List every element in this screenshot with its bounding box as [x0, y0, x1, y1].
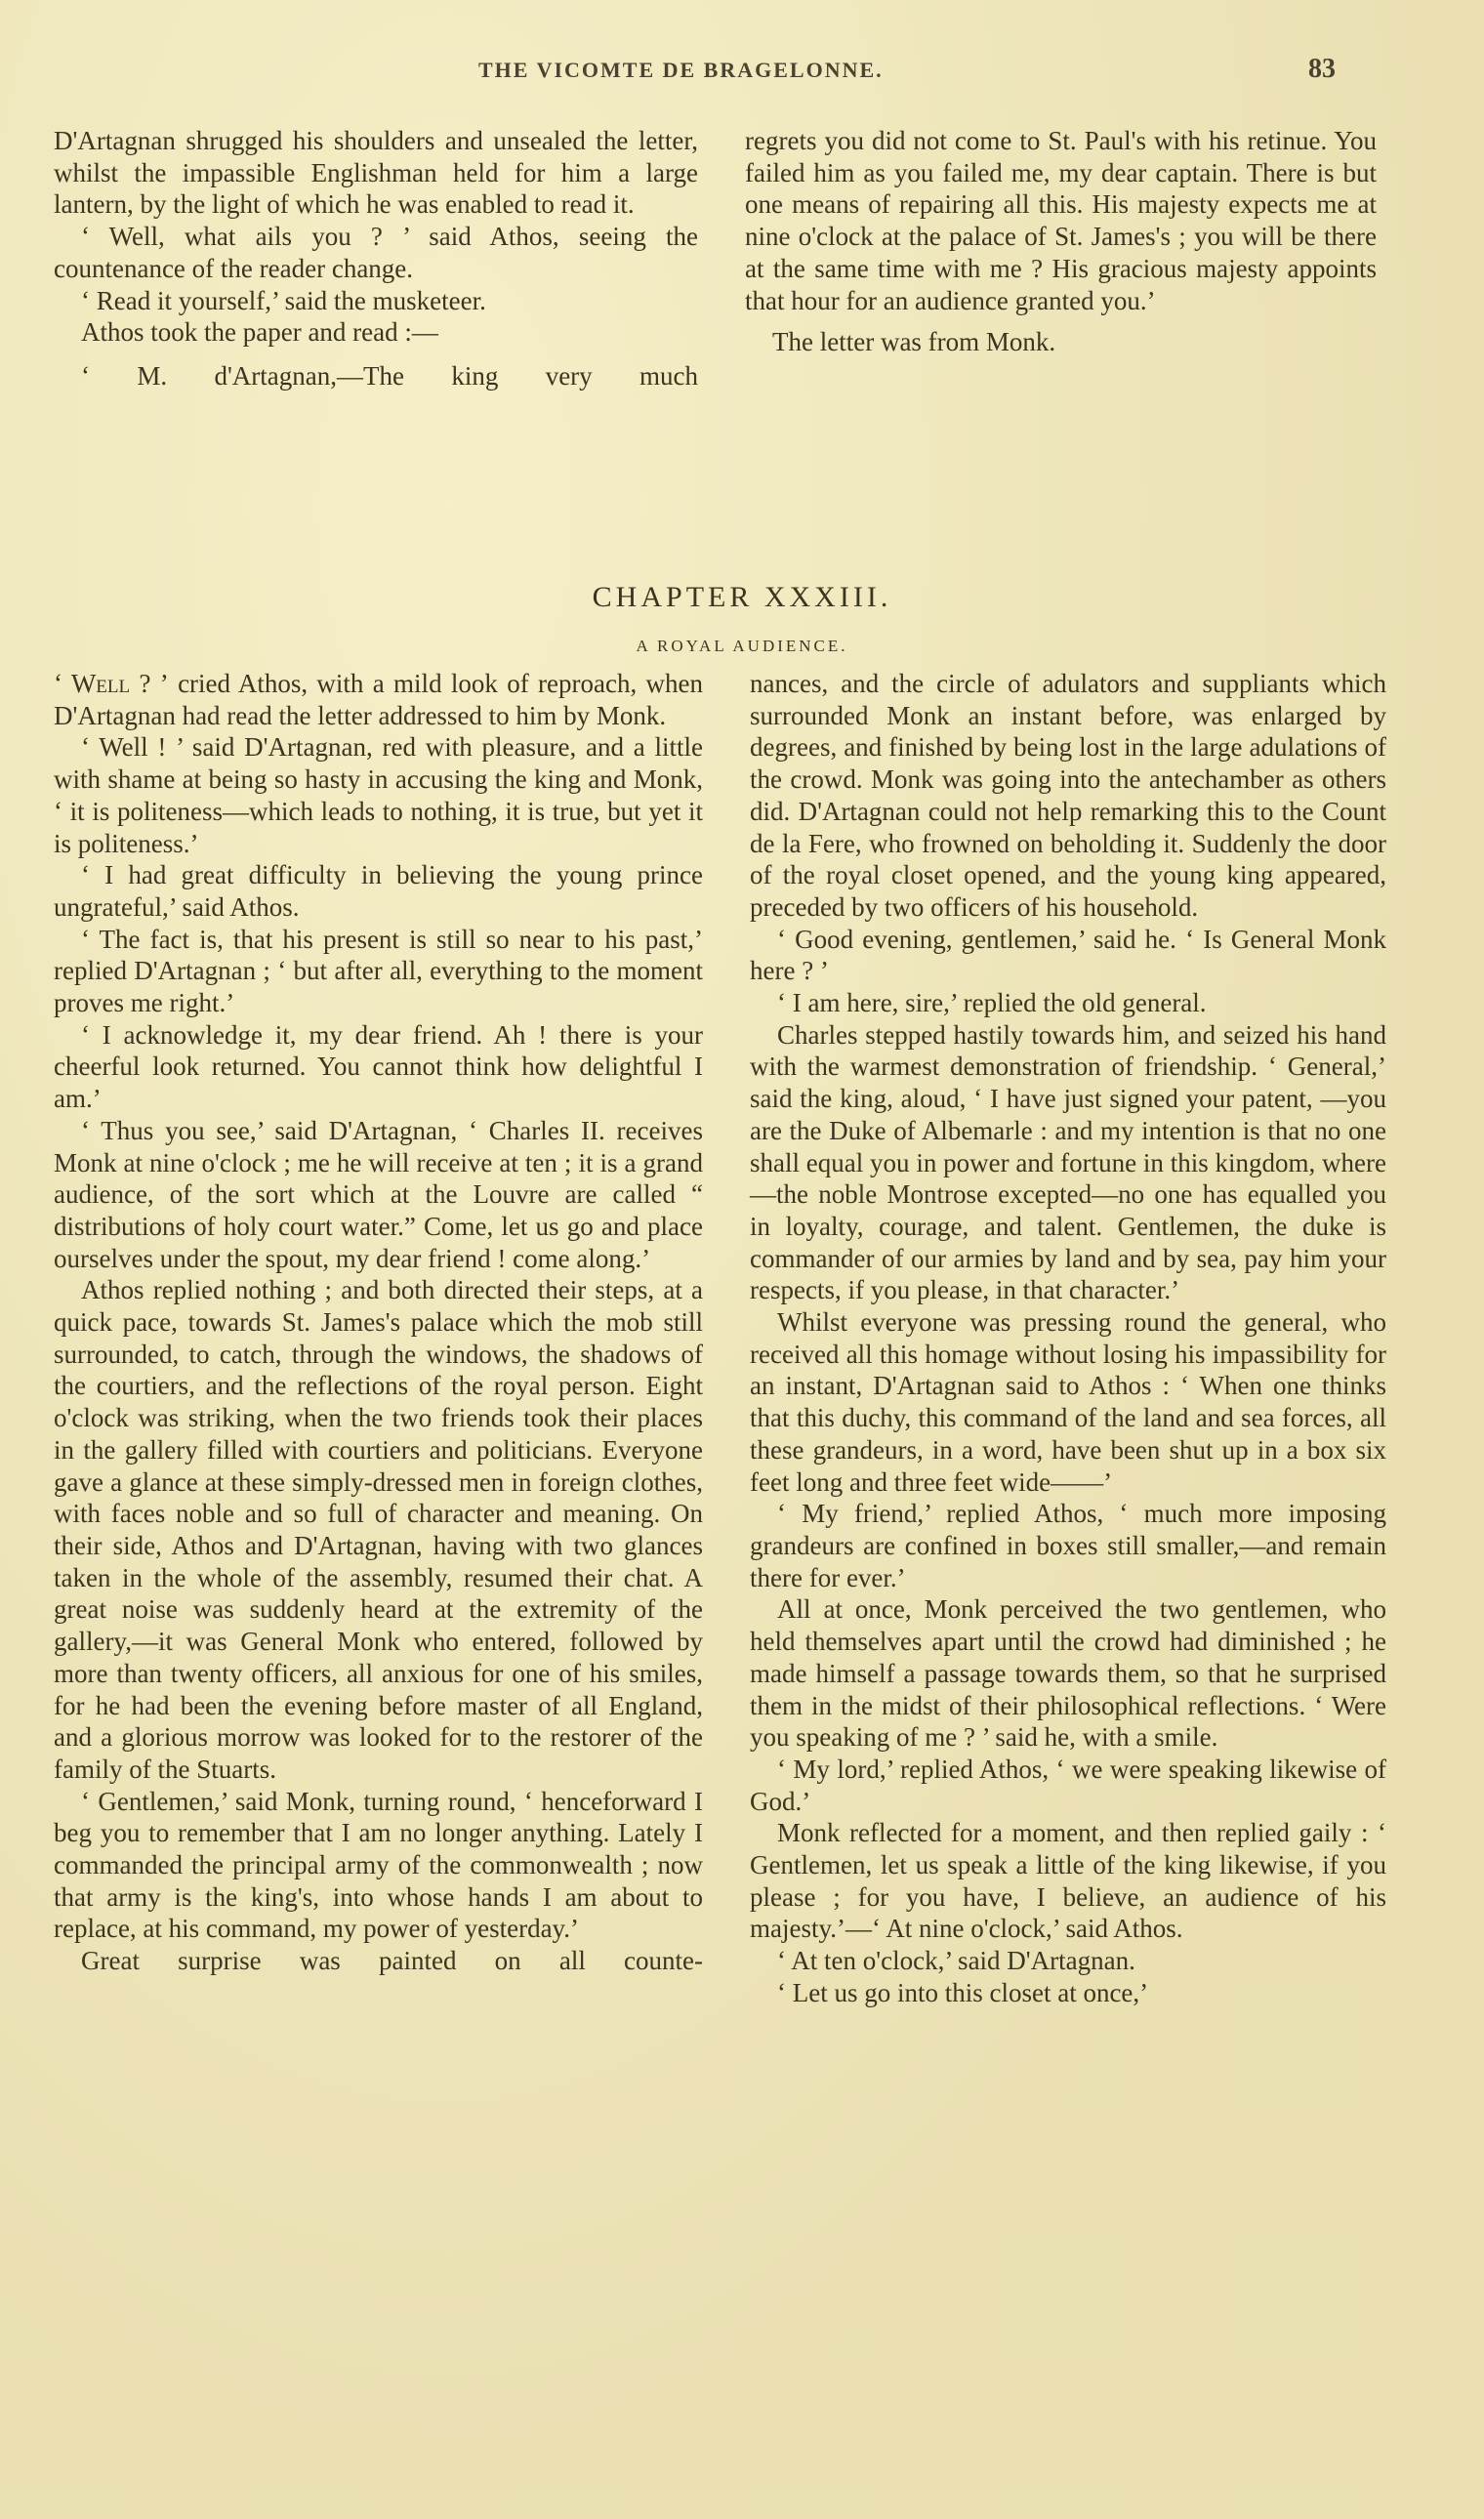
paragraph: regrets you did not come to St. Paul's with his retinue. You failed him as you failed me, my dear captain. There is but one means of repairing all this. His majesty expects me at nine o'clock at the palace of St. James's ; you will be there at the same time with me ? His gracious majesty appoints that hour for an audience granted you.’ — [745, 126, 1377, 315]
chapter-subtitle: A ROYAL AUDIENCE. — [636, 637, 848, 655]
paragraph: ‘ Read it yourself,’ said the musketeer. — [81, 285, 486, 315]
paragraph: ‘ My lord,’ replied Athos, ‘ we were speaking likewise of God.’ — [750, 1754, 1386, 1816]
paragraph: ‘ The fact is, that his present is still so near to his past,’ replied D'Artagnan ; ‘ but after all, everything to the moment proves me right.’ — [54, 924, 703, 1018]
paragraph: ‘ Thus you see,’ said D'Artagnan, ‘ Charles II. receives Monk at nine o'clock ; me he will receive at ten ; it is a grand audience, of the sort which at the Louvre are called “ distributions of holy court water.” Come, let us go and place ourselves under the spout, my dear friend ! come along.’ — [54, 1115, 703, 1273]
top-right-column — [745, 125, 1377, 358]
paragraph: ‘ I had great difficulty in believing the young prince ungrateful,’ said Athos. — [54, 860, 703, 922]
page-number: 83 — [1308, 54, 1336, 84]
paragraph: Whilst everyone was pressing round the general, who received all this homage without losing his impassibility for an instant, D'Artagnan said to Athos : ‘ When one thinks that this duchy, this command of the land and sea forces, all these grandeurs, in a word, have been shut up in a box six feet long and three feet wide——’ — [750, 1307, 1386, 1497]
opening-words: ‘ Well ? ’ — [54, 669, 169, 698]
paragraph: ‘ Well, what ails you ? ’ said Athos, seeing the countenance of the reader change. — [54, 222, 698, 283]
paragraph: Athos replied nothing ; and both directed their steps, at a quick pace, towards St. James's palace which the mob still surrounded, to catch, through the windows, the shadows of the courtiers, and the reflections of the royal person. Eight o'clock was striking, when the two friends took their places in the gallery filled with courtiers and politicians. Everyone gave a glance at these simply-dressed men in foreign clothes, with faces noble and so full of character and meaning. On their side, Athos and D'Artagnan, having with two glances taken in the whole of the assembly, resumed their chat. A great noise was suddenly heard at the extremity of the gallery,—it was General Monk who entered, followed by more than twenty officers, all anxious for one of his smiles, for he had been the evening before master of all England, and a glorious morrow was looked for to the restorer of the family of the Stuarts. — [54, 1275, 703, 1784]
top-left-column — [54, 125, 698, 392]
paragraph: ‘ My friend,’ replied Athos, ‘ much more imposing grandeurs are confined in boxes still smaller,—and remain there for ever.’ — [750, 1499, 1386, 1592]
paragraph: ‘ At ten o'clock,’ said D'Artagnan. — [777, 1946, 1135, 1976]
paragraph: ‘ Well ! ’ said D'Artagnan, red with pleasure, and a little with shame at being so hasty in accusing the king and Monk, ‘ it is politeness—which leads to nothing, it is true, but yet it is politeness.’ — [54, 732, 703, 858]
body-right-column — [750, 668, 1386, 2009]
paragraph: Monk reflected for a moment, and then replied gaily : ‘ Gentlemen, let us speak a little of the king likewise, if you please ; for you have, I believe, an audience of his majesty.’—‘ At nine o'clock,’ said Athos. — [750, 1818, 1386, 1944]
paragraph: The letter was from Monk. — [772, 327, 1056, 357]
opening-text: cried Athos, with a mild look of reproach, when D'Artagnan had read the letter addressed to him by Monk. — [54, 669, 703, 730]
paragraph: All at once, Monk perceived the two gentlemen, who held themselves apart until the crowd had diminished ; he made himself a passage towards them, so that he surprised them in the midst of their philosophical reflections. ‘ Were you speaking of me ? ’ said he, with a smile. — [750, 1594, 1386, 1753]
paragraph: nances, and the circle of adulators and suppliants which surrounded Monk an instant before, was enlarged by degrees, and finished by being lost in the large adulations of the crowd. Monk was going into the antechamber as others did. D'Artagnan could not help remarking this to the Count de la Fere, who frowned on beholding it. Suddenly the door of the royal closet opened, and the young king appeared, preceded by two officers of his household. — [750, 669, 1386, 922]
paragraph: D'Artagnan shrugged his shoulders and unsealed the letter, whilst the impassible Englishman held for him a large lantern, by the light of which he was enabled to read it. — [54, 126, 698, 220]
body-left-column — [54, 668, 703, 1977]
paragraph: ‘ Let us go into this closet at once,’ — [777, 1977, 1149, 2007]
paragraph: Athos took the paper and read :— — [81, 317, 438, 348]
chapter-title: CHAPTER XXXIII. — [592, 581, 892, 613]
running-title: THE VICOMTE DE BRAGELONNE. — [478, 58, 884, 82]
running-header — [0, 54, 1484, 93]
paragraph: ‘ Gentlemen,’ said Monk, turning round, ‘ henceforward I beg you to remember that I am no longer anything. Lately I commanded the principal army of the commonwealth ; now that army is the king's, into whose hands I am about to replace, at his command, my power of yesterday.’ — [54, 1786, 703, 1944]
opening-paragraph — [54, 668, 703, 731]
paragraph: ‘ Good evening, gentlemen,’ said he. ‘ Is General Monk here ? ’ — [750, 924, 1386, 986]
paragraph: ‘ I am here, sire,’ replied the old general. — [777, 988, 1207, 1018]
paragraph: Charles stepped hastily towards him, and seized his hand with the warmest demonstration of friendship. ‘ General,’ said the king, aloud, ‘ I have just signed your patent, —you are the Duke of Albemarle : and my intention is that no one shall equal you in power and fortune in this kingdom, where —the noble Montrose excepted—no one has equalled you in loyalty, courage, and talent. Gentlemen, the duke is commander of our armies by land and by sea, pay him your respects, if you please, in that character.’ — [750, 1019, 1386, 1305]
letter-opening: ‘ M. d'Artagnan,—The king very much — [81, 360, 698, 391]
paragraph: Great surprise was painted on all counte- — [81, 1946, 703, 1976]
paragraph: ‘ I acknowledge it, my dear friend. Ah ! there is your cheerful look returned. You cannot think how delightful I am.’ — [54, 1019, 703, 1114]
